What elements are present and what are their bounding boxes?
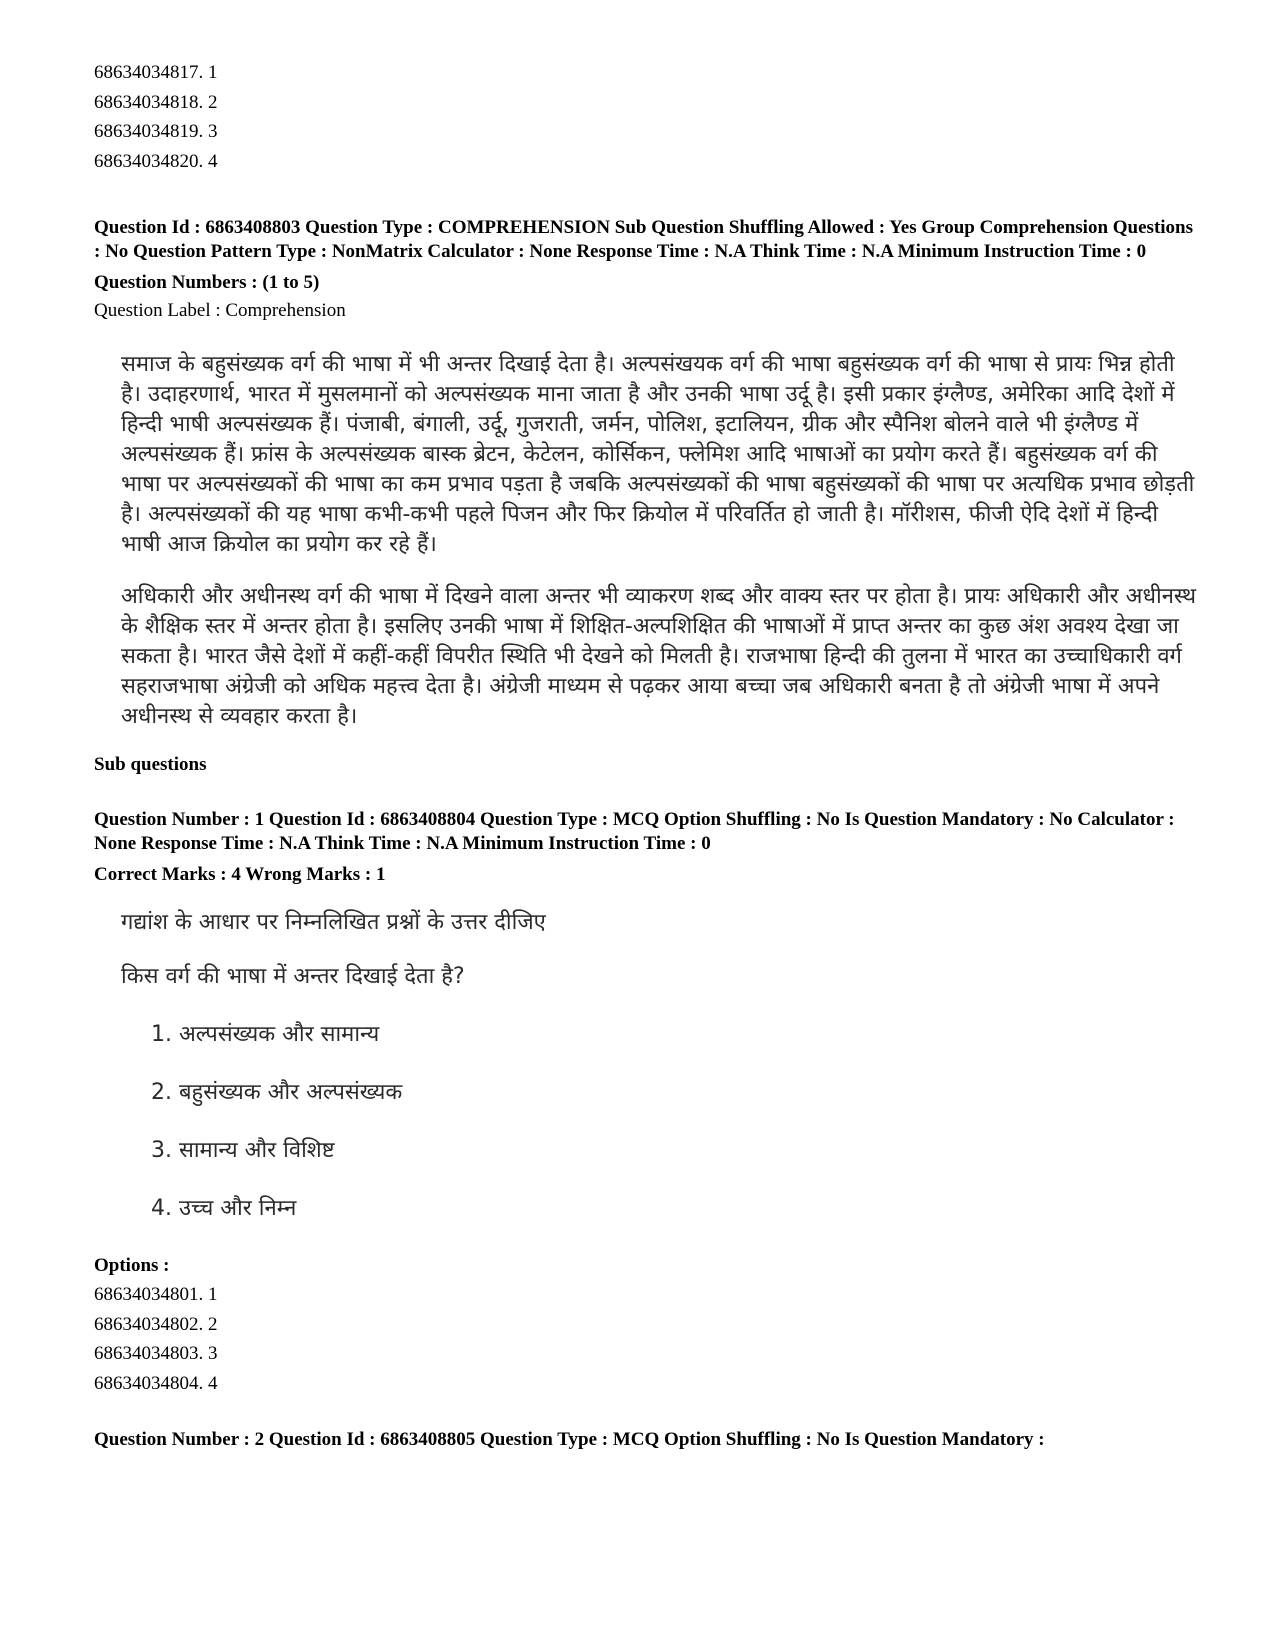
question-numbers: Question Numbers : (1 to 5) bbox=[94, 272, 320, 293]
option-id-line: 68634034818. 2 bbox=[94, 91, 218, 113]
question-1-options-list bbox=[94, 1280, 1204, 1398]
question-label: Question Label : Comprehension bbox=[94, 300, 346, 321]
document-page bbox=[94, 58, 1204, 1452]
option-id-line: 68634034804. 4 bbox=[94, 1372, 218, 1394]
question-1-stem bbox=[121, 908, 1204, 992]
choice-item: 2. बहुसंख्यक और अल्पसंख्यक bbox=[151, 1080, 403, 1105]
previous-options-list bbox=[94, 58, 1204, 176]
option-id-line: 68634034803. 3 bbox=[94, 1343, 218, 1364]
question-1-marks: Correct Marks : 4 Wrong Marks : 1 bbox=[94, 864, 386, 885]
option-id-line: 68634034817. 1 bbox=[94, 62, 218, 83]
passage-paragraph: समाज के बहुसंख्यक वर्ग की भाषा में भी अन्तर दिखाई देता है। अल्पसंखयक वर्ग की भाषा बहुसंख्यक वर्ग की भाषा से प्रायः भिन्न होती है। उदाहरणार्थ, भारत में मुसलमानों को अल्पसंख्यक माना जाता है और उनकी भाषा उर्दू है। इसी प्रकार इंग्लैण्ड, अमेरिका आदि देशों में हिन्दी भाषी अल्पसंख्यक हैं। पंजाबी, बंगाली, उर्दू, गुजराती, जर्मन, पोलिश, इटालियन, ग्रीक और स्पैनिश बोलने वाले भी इंग्लैण्ड में अल्पसंख्यक हैं। फ्रांस के अल्पसंख्यक बास्क ब्रेटन, केटेलन, कोर्सिकन, फ्लेमिश आदि भाषाओं का प्रयोग करते हैं। बहुसंख्यक वर्ग की भाषा पर अल्पसंख्यकों की भाषा का कम प्रभाव पड़ता है जबकि अल्पसंख्यकों की भाषा बहुसंख्यकों की भाषा पर अत्यधिक प्रभाव छोड़ती है। अल्पसंख्यकों की यह भाषा कभी-कभी पहले पिजन और फिर क्रियोल में परिवर्तित हो जाती है। मॉरीशस, फीजी ऐदि देशों में हिन्दी भाषी आज क्रियोल का प्रयोग कर रहे हैं। bbox=[121, 352, 1195, 557]
question-2-meta: Question Number : 2 Question Id : 6863408805 Question Type : MCQ Option Shuffling : No Is Question Mandatory : bbox=[94, 1429, 1045, 1450]
sub-questions-heading: Sub questions bbox=[94, 754, 207, 775]
passage-paragraph: अधिकारी और अधीनस्थ वर्ग की भाषा में दिखने वाला अन्तर भी व्याकरण शब्द और वाक्य स्तर पर होता है। प्रायः अधिकारी और अधीनस्थ के शैक्षिक स्तर में अन्तर होता है। इसलिए उनकी भाषा में शिक्षित-अल्पशिक्षित की भाषाओं में प्राप्त अन्तर का कुछ अंश अवश्य देखा जा सकता है। भारत जैसे देशों में कहीं-कहीं विपरीत स्थिति भी देखने को मिलती है। राजभाषा हिन्दी की तुलना में भारत का उच्चाधिकारी वर्ग सहराजभाषा अंग्रेजी को अधिक महत्त्व देता है। अंग्रेजी माध्यम से पढ़कर आया बच्चा जब अधिकारी बनता है तो अंग्रेजी भाषा में अपने अधीनस्थ से व्यवहार करता है। bbox=[121, 584, 1197, 729]
option-id-line: 68634034820. 4 bbox=[94, 150, 218, 172]
option-id-line: 68634034801. 1 bbox=[94, 1284, 218, 1305]
choice-item: 4. उच्च और निम्न bbox=[151, 1196, 297, 1221]
comprehension-meta: Question Id : 6863408803 Question Type : COMPREHENSION Sub Question Shuffling Allowed : Yes Group Comprehension Questions : No Question Pattern Type : NonMatrix Calculator : None Response Time : N.A Think Time : N.A Minimum Instruction Time : 0 bbox=[94, 217, 1194, 262]
comprehension-passage bbox=[121, 350, 1201, 732]
choice-item: 3. सामान्य और विशिष्ट bbox=[151, 1138, 335, 1163]
options-heading: Options : bbox=[94, 1255, 170, 1276]
option-id-line: 68634034819. 3 bbox=[94, 121, 218, 142]
question-text: किस वर्ग की भाषा में अन्तर दिखाई देता है? bbox=[121, 964, 465, 989]
question-1-meta: Question Number : 1 Question Id : 6863408804 Question Type : MCQ Option Shuffling : No Is Question Mandatory : No Calculator : None Response Time : N.A Think Time : N.A Minimum Instruction Time : 0 bbox=[94, 809, 1175, 854]
question-1-choices bbox=[151, 1020, 1204, 1224]
choice-item: 1. अल्पसंख्यक और सामान्य bbox=[151, 1022, 380, 1047]
question-instruction: गद्यांश के आधार पर निम्नलिखित प्रश्नों के उत्तर दीजिए bbox=[121, 910, 546, 935]
option-id-line: 68634034802. 2 bbox=[94, 1313, 218, 1335]
